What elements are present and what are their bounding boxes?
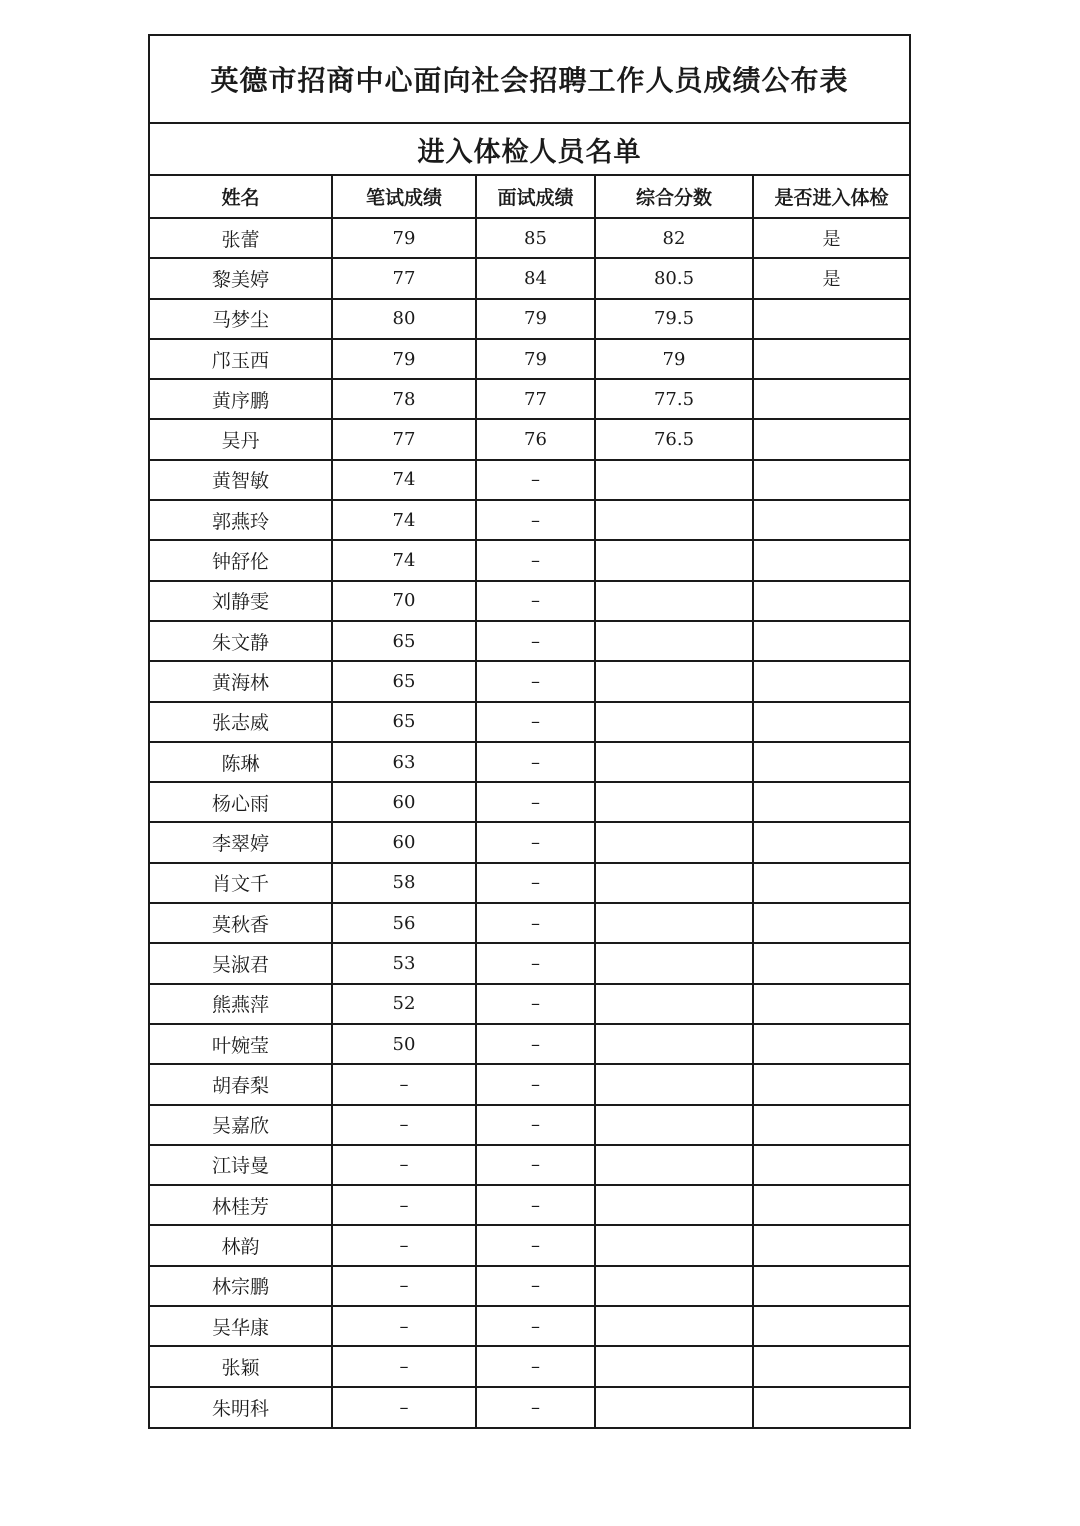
table-row [150, 1064, 909, 1104]
cell-total-score [595, 661, 753, 701]
table-row [150, 1266, 909, 1306]
cell-medical-exam [753, 1225, 909, 1265]
cell-written-score: 77 [332, 258, 476, 298]
cell-total-score [595, 782, 753, 822]
cell-total-score: 82 [595, 218, 753, 258]
cell-total-score [595, 863, 753, 903]
cell-medical-exam [753, 1266, 909, 1306]
cell-medical-exam [753, 1185, 909, 1225]
score-sheet [148, 34, 911, 1429]
cell-interview-score: – [476, 1105, 595, 1145]
cell-total-score [595, 1225, 753, 1265]
cell-medical-exam [753, 863, 909, 903]
cell-total-score: 80.5 [595, 258, 753, 298]
cell-written-score: – [332, 1225, 476, 1265]
cell-total-score [595, 1105, 753, 1145]
cell-total-score [595, 903, 753, 943]
cell-medical-exam [753, 419, 909, 459]
table-row [150, 299, 909, 339]
cell-name: 黄智敏 [150, 460, 332, 500]
cell-written-score: – [332, 1105, 476, 1145]
table-row [150, 782, 909, 822]
table-row [150, 943, 909, 983]
cell-written-score: 52 [332, 984, 476, 1024]
table-row [150, 500, 909, 540]
cell-medical-exam [753, 984, 909, 1024]
cell-written-score: 74 [332, 500, 476, 540]
cell-interview-score: – [476, 1024, 595, 1064]
cell-name: 黄序鹏 [150, 379, 332, 419]
cell-name: 吴淑君 [150, 943, 332, 983]
table-row [150, 742, 909, 782]
cell-name: 李翠婷 [150, 822, 332, 862]
table-row [150, 702, 909, 742]
table-row [150, 258, 909, 298]
cell-total-score: 77.5 [595, 379, 753, 419]
cell-medical-exam [753, 742, 909, 782]
cell-name: 钟舒伦 [150, 540, 332, 580]
cell-written-score: 50 [332, 1024, 476, 1064]
cell-interview-score: 79 [476, 299, 595, 339]
cell-interview-score: – [476, 500, 595, 540]
cell-interview-score: – [476, 661, 595, 701]
cell-written-score: 77 [332, 419, 476, 459]
cell-interview-score: – [476, 460, 595, 500]
header-interview-score: 面试成绩 [476, 176, 595, 218]
cell-total-score [595, 702, 753, 742]
cell-written-score: – [332, 1306, 476, 1346]
cell-total-score: 79 [595, 339, 753, 379]
document-title: 英德市招商中心面向社会招聘工作人员成绩公布表 [150, 36, 909, 124]
cell-name: 陈琳 [150, 742, 332, 782]
cell-interview-score: – [476, 984, 595, 1024]
cell-medical-exam [753, 500, 909, 540]
cell-interview-score: 76 [476, 419, 595, 459]
cell-name: 肖文千 [150, 863, 332, 903]
table-row [150, 984, 909, 1024]
cell-interview-score: – [476, 863, 595, 903]
cell-interview-score: – [476, 1387, 595, 1427]
cell-name: 马梦尘 [150, 299, 332, 339]
cell-total-score [595, 742, 753, 782]
cell-total-score [595, 1387, 753, 1427]
cell-interview-score: – [476, 621, 595, 661]
cell-written-score: 74 [332, 540, 476, 580]
cell-medical-exam: 是 [753, 218, 909, 258]
cell-name: 朱明科 [150, 1387, 332, 1427]
cell-written-score: 65 [332, 621, 476, 661]
cell-medical-exam [753, 379, 909, 419]
cell-total-score [595, 540, 753, 580]
cell-interview-score: – [476, 702, 595, 742]
cell-written-score: – [332, 1266, 476, 1306]
cell-written-score: 74 [332, 460, 476, 500]
cell-written-score: 58 [332, 863, 476, 903]
table-row [150, 1105, 909, 1145]
cell-total-score: 79.5 [595, 299, 753, 339]
cell-medical-exam [753, 621, 909, 661]
cell-total-score [595, 500, 753, 540]
cell-total-score [595, 943, 753, 983]
cell-total-score [595, 460, 753, 500]
cell-name: 林宗鹏 [150, 1266, 332, 1306]
table-row [150, 379, 909, 419]
cell-medical-exam [753, 903, 909, 943]
cell-medical-exam [753, 581, 909, 621]
cell-name: 吴丹 [150, 419, 332, 459]
cell-medical-exam [753, 1346, 909, 1386]
cell-total-score [595, 581, 753, 621]
cell-interview-score: – [476, 1306, 595, 1346]
cell-medical-exam [753, 943, 909, 983]
cell-name: 杨心雨 [150, 782, 332, 822]
cell-interview-score: – [476, 782, 595, 822]
cell-interview-score: – [476, 1266, 595, 1306]
table-row [150, 1185, 909, 1225]
cell-medical-exam [753, 1024, 909, 1064]
cell-total-score: 76.5 [595, 419, 753, 459]
cell-total-score [595, 984, 753, 1024]
cell-written-score: – [332, 1185, 476, 1225]
cell-written-score: 65 [332, 702, 476, 742]
table-row [150, 460, 909, 500]
cell-medical-exam [753, 702, 909, 742]
cell-written-score: – [332, 1346, 476, 1386]
cell-total-score [595, 621, 753, 661]
table-row [150, 661, 909, 701]
cell-name: 张志威 [150, 702, 332, 742]
table-row [150, 1145, 909, 1185]
table-row [150, 540, 909, 580]
cell-written-score: 65 [332, 661, 476, 701]
cell-name: 张蕾 [150, 218, 332, 258]
table-row [150, 1387, 909, 1427]
cell-name: 张颖 [150, 1346, 332, 1386]
cell-written-score: 60 [332, 822, 476, 862]
cell-name: 黄海林 [150, 661, 332, 701]
cell-written-score: 79 [332, 218, 476, 258]
cell-total-score [595, 1185, 753, 1225]
cell-interview-score: 77 [476, 379, 595, 419]
cell-written-score: 78 [332, 379, 476, 419]
cell-medical-exam [753, 1064, 909, 1104]
cell-name: 朱文静 [150, 621, 332, 661]
cell-total-score [595, 1306, 753, 1346]
cell-name: 吴华康 [150, 1306, 332, 1346]
cell-interview-score: – [476, 540, 595, 580]
cell-written-score: 80 [332, 299, 476, 339]
table-row [150, 1225, 909, 1265]
cell-interview-score: – [476, 581, 595, 621]
table-row [150, 1024, 909, 1064]
cell-interview-score: 79 [476, 339, 595, 379]
cell-written-score: – [332, 1387, 476, 1427]
cell-name: 刘静雯 [150, 581, 332, 621]
table-row [150, 581, 909, 621]
header-total-score: 综合分数 [595, 176, 753, 218]
cell-interview-score: – [476, 1185, 595, 1225]
cell-medical-exam [753, 661, 909, 701]
cell-written-score: 79 [332, 339, 476, 379]
table-row [150, 903, 909, 943]
cell-medical-exam [753, 540, 909, 580]
cell-medical-exam [753, 339, 909, 379]
cell-interview-score: – [476, 742, 595, 782]
cell-name: 莫秋香 [150, 903, 332, 943]
cell-name: 林韵 [150, 1225, 332, 1265]
cell-medical-exam [753, 782, 909, 822]
cell-interview-score: – [476, 1225, 595, 1265]
table-row [150, 218, 909, 258]
cell-total-score [595, 1346, 753, 1386]
cell-interview-score: – [476, 1064, 595, 1104]
cell-total-score [595, 1145, 753, 1185]
cell-written-score: 63 [332, 742, 476, 782]
cell-total-score [595, 1064, 753, 1104]
cell-written-score: – [332, 1064, 476, 1104]
cell-medical-exam [753, 1105, 909, 1145]
results-table [150, 176, 909, 1427]
cell-name: 林桂芳 [150, 1185, 332, 1225]
cell-interview-score: – [476, 1346, 595, 1386]
cell-interview-score: – [476, 1145, 595, 1185]
header-written-score: 笔试成绩 [332, 176, 476, 218]
table-row [150, 1346, 909, 1386]
cell-name: 黎美婷 [150, 258, 332, 298]
table-row [150, 339, 909, 379]
cell-medical-exam: 是 [753, 258, 909, 298]
cell-medical-exam [753, 460, 909, 500]
cell-medical-exam [753, 1306, 909, 1346]
cell-name: 叶婉莹 [150, 1024, 332, 1064]
table-row [150, 419, 909, 459]
document-subtitle: 进入体检人员名单 [150, 124, 909, 176]
cell-name: 熊燕萍 [150, 984, 332, 1024]
cell-name: 江诗曼 [150, 1145, 332, 1185]
cell-interview-score: 85 [476, 218, 595, 258]
cell-interview-score: – [476, 943, 595, 983]
cell-written-score: 60 [332, 782, 476, 822]
header-name: 姓名 [150, 176, 332, 218]
cell-total-score [595, 822, 753, 862]
cell-written-score: 53 [332, 943, 476, 983]
cell-interview-score: 84 [476, 258, 595, 298]
header-medical-exam: 是否进入体检 [753, 176, 909, 218]
table-row [150, 621, 909, 661]
cell-name: 邝玉西 [150, 339, 332, 379]
cell-name: 胡春梨 [150, 1064, 332, 1104]
table-row [150, 1306, 909, 1346]
cell-name: 郭燕玲 [150, 500, 332, 540]
cell-medical-exam [753, 1387, 909, 1427]
table-row [150, 863, 909, 903]
cell-medical-exam [753, 1145, 909, 1185]
cell-total-score [595, 1024, 753, 1064]
cell-interview-score: – [476, 903, 595, 943]
cell-name: 吴嘉欣 [150, 1105, 332, 1145]
cell-written-score: – [332, 1145, 476, 1185]
cell-medical-exam [753, 822, 909, 862]
cell-written-score: 56 [332, 903, 476, 943]
table-row [150, 822, 909, 862]
cell-total-score [595, 1266, 753, 1306]
table-header-row [150, 176, 909, 218]
cell-medical-exam [753, 299, 909, 339]
cell-interview-score: – [476, 822, 595, 862]
cell-written-score: 70 [332, 581, 476, 621]
